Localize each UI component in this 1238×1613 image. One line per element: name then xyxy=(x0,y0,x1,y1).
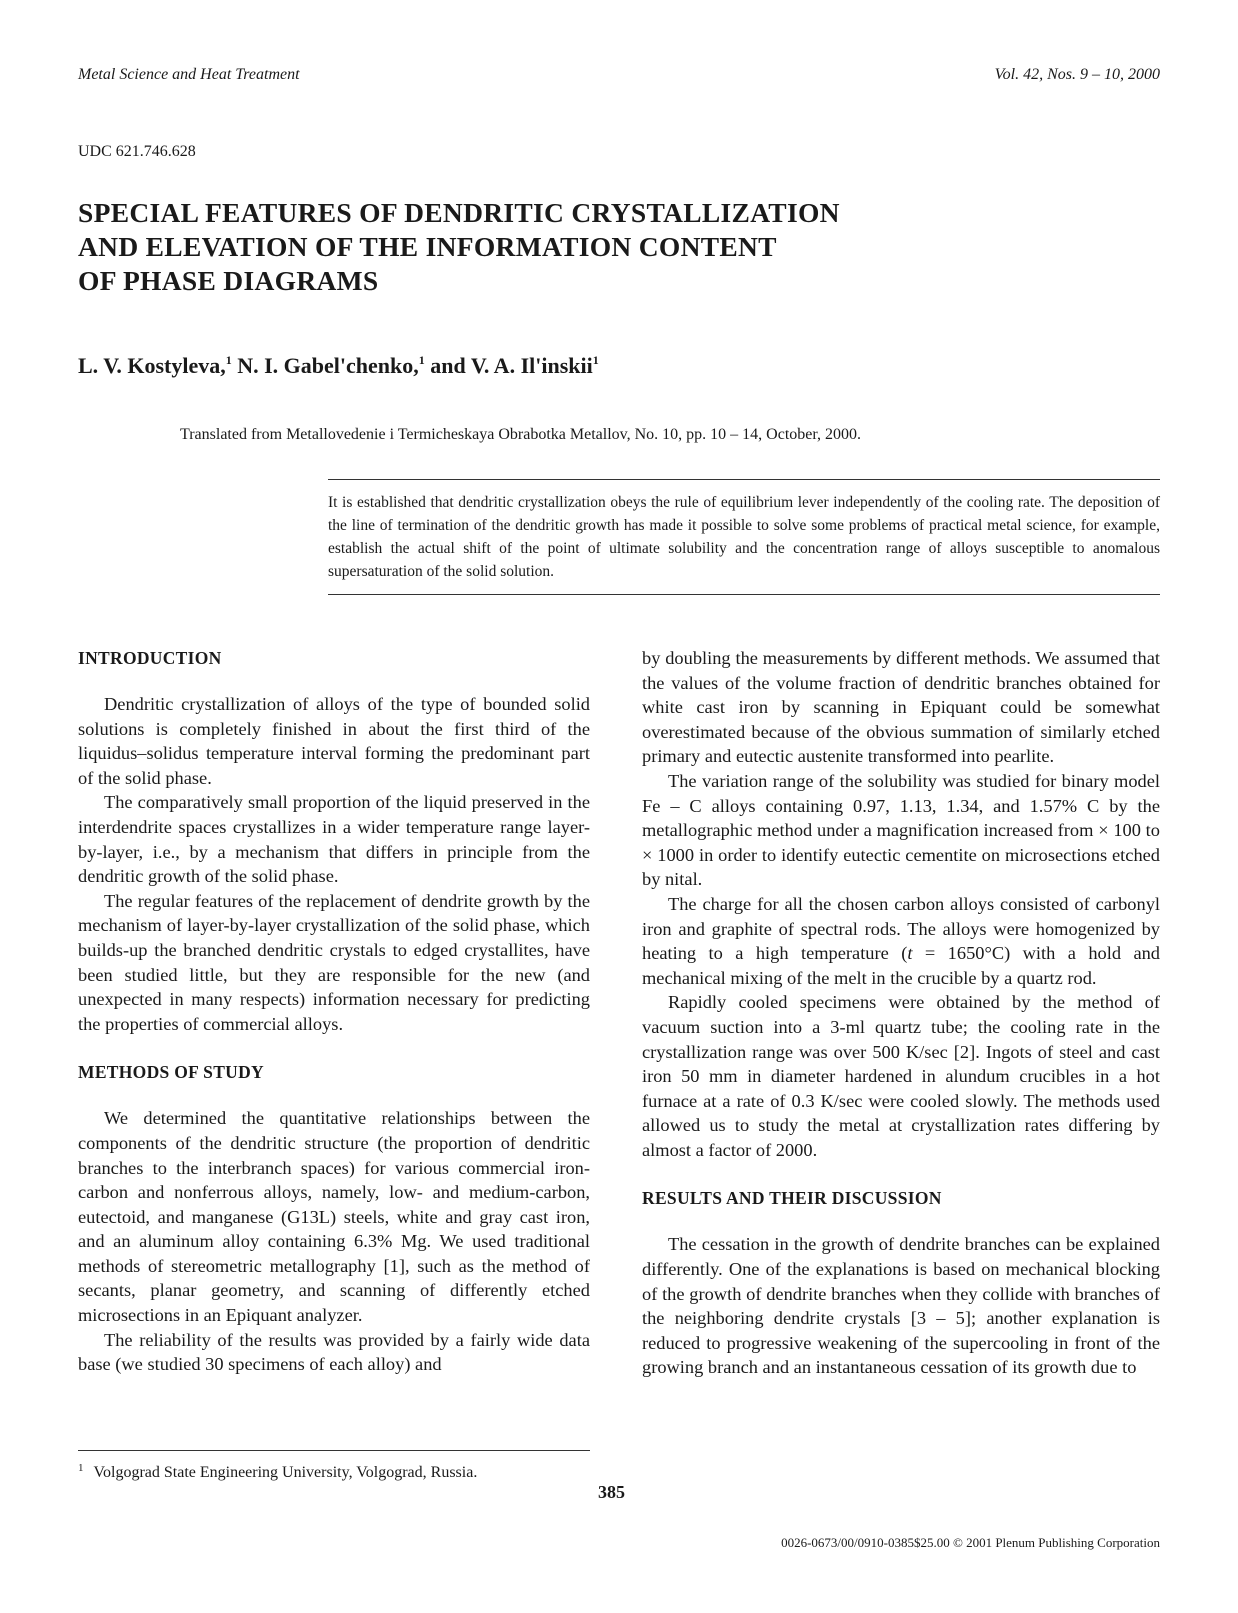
translation-note: Translated from Metallovedenie i Termicheskaya Obrabotka Metallov, No. 10, pp. 10 – 14, October, 2000. xyxy=(180,426,862,443)
author-3: V. A. Il'inskii xyxy=(470,353,593,378)
author-1: L. V. Kostyleva, xyxy=(78,353,226,378)
text-run: = 1650°C) with a hold and mechanical mixing of the melt in the crucible by a quartz rod. xyxy=(642,943,1160,988)
udc-code: UDC 621.746.628 xyxy=(78,143,196,160)
abstract-bottom-rule xyxy=(328,594,1160,595)
paragraph: The cessation in the growth of dendrite branches can be explained differently. One of the explanations is based on mechanical blocking of the growth of dendrite branches when they collide with branches of the neighboring dendrite crystals [3 – 5]; another explanation is reduced to progressive weakening of the supercooling in front of the growing branch and an instantaneous cessation of its growth due to xyxy=(642,1234,1160,1378)
running-header-volume: Vol. 42, Nos. 9 – 10, 2000 xyxy=(994,66,1160,83)
title-line-1: SPECIAL FEATURES OF DENDRITIC CRYSTALLIZATION xyxy=(78,197,840,228)
paragraph xyxy=(642,892,1160,990)
paragraph-continued: by doubling the measurements by different methods. We assumed that the values of the volume fraction of dendritic branches obtained for white cast iron by scanning in Epiquant could be somewhat overestimated because of the obvious summation of similarly etched primary and eutectic austenite transformed into pearlite. xyxy=(642,648,1160,767)
section-heading-methods: METHODS OF STUDY xyxy=(78,1062,264,1083)
title-line-3: OF PHASE DIAGRAMS xyxy=(78,265,379,296)
right-column xyxy=(642,646,1160,1380)
footnote-rule xyxy=(78,1450,590,1451)
page-number: 385 xyxy=(598,1482,625,1502)
paragraph: The comparatively small proportion of the liquid preserved in the interdendrite spaces crystallizes in a wider temperature range layer-by-layer, i.e., by a mechanism that differs in principle from the dendritic growth of the solid phase. xyxy=(78,792,590,887)
abstract-top-rule xyxy=(328,479,1160,480)
author-2: N. I. Gabel'chenko, xyxy=(237,353,419,378)
footnote xyxy=(78,1462,477,1482)
affiliation-mark: 1 xyxy=(225,353,232,367)
article-title xyxy=(78,196,978,298)
affiliation-mark: 1 xyxy=(592,353,599,367)
footnote-text: Volgograd State Engineering University, Volgograd, Russia. xyxy=(93,1464,478,1481)
copyright-line: 0026-0673/00/0910-0385$25.00 © 2001 Plenum Publishing Corporation xyxy=(781,1535,1160,1550)
footnote-mark: 1 xyxy=(78,1462,84,1474)
paragraph: We determined the quantitative relationships between the components of the dendritic structure (the proportion of dendritic branches to the interbranch spaces) for various commercial iron-carbon and nonferrous alloys, namely, low- and medium-carbon, eutectoid, and manganese (G13L) steels, white and gray cast iron, and an aluminum alloy containing 6.3% Mg. We used traditional methods of stereometric metallography [1], such as the method of secants, planar geometry, and scanning of differently etched microsections in an Epiquant analyzer. xyxy=(78,1108,590,1326)
paragraph: Rapidly cooled specimens were obtained by the method of vacuum suction into a 3-ml quartz tube; the cooling rate in the crystallization range was over 500 K/sec [2]. Ingots of steel and cast iron 50 mm in diameter hardened in alundum crucibles in a hot furnace at a rate of 0.3 K/sec were cooled slowly. The methods used allowed us to study the metal at crystallization rates differing by almost a factor of 2000. xyxy=(642,992,1160,1160)
paragraph: The reliability of the results was provided by a fairly wide data base (we studied 30 specimens of each alloy) and xyxy=(78,1329,590,1375)
paragraph: The regular features of the replacement of dendrite growth by the mechanism of layer-by-layer crystallization of the solid phase, which builds-up the branched dendritic crystals to edged crystallites, have been studied little, but they are responsible for the new (and unexpected in many respects) information necessary for predicting the properties of commercial alloys. xyxy=(78,890,590,1034)
section-heading-introduction: INTRODUCTION xyxy=(78,648,222,668)
title-line-2: AND ELEVATION OF THE INFORMATION CONTENT xyxy=(78,231,777,262)
left-column xyxy=(78,646,590,1377)
affiliation-mark: 1 xyxy=(418,353,425,367)
paragraph: The variation range of the solubility was studied for binary model Fe – C alloys containing 0.97, 1.13, 1.34, and 1.57% C by the metallographic method under a magnification increased from × 100 to × 1000 in order to identify eutectic cementite on microsections etched by nital. xyxy=(642,770,1160,890)
section-heading-results: RESULTS AND THEIR DISCUSSION xyxy=(642,1188,942,1209)
abstract: It is established that dendritic crystallization obeys the rule of equilibrium lever independently of the cooling rate. The deposition of the line of termination of the dendritic growth has made it possible to solve some problems of practical metal science, for example, establish the actual shift of the point of ultimate solubility and the concentration range of alloys susceptible to anomalous supersaturation of the solid solution. xyxy=(328,494,1160,580)
paragraph: Dendritic crystallization of alloys of the type of bounded solid solutions is completely finished in about the first third of the liquidus–solidus temperature interval forming the predominant part of the solid phase. xyxy=(78,694,590,788)
author-list xyxy=(78,353,599,379)
running-header-journal: Metal Science and Heat Treatment xyxy=(78,66,300,83)
temperature-variable: t xyxy=(907,943,913,964)
text-run: The charge for all the chosen carbon alloys consisted of carbonyl iron and graphite of spectral rods. The alloys were homogenized by heating to a high temperature ( xyxy=(642,893,1160,964)
author-conjunction: and xyxy=(430,353,466,378)
